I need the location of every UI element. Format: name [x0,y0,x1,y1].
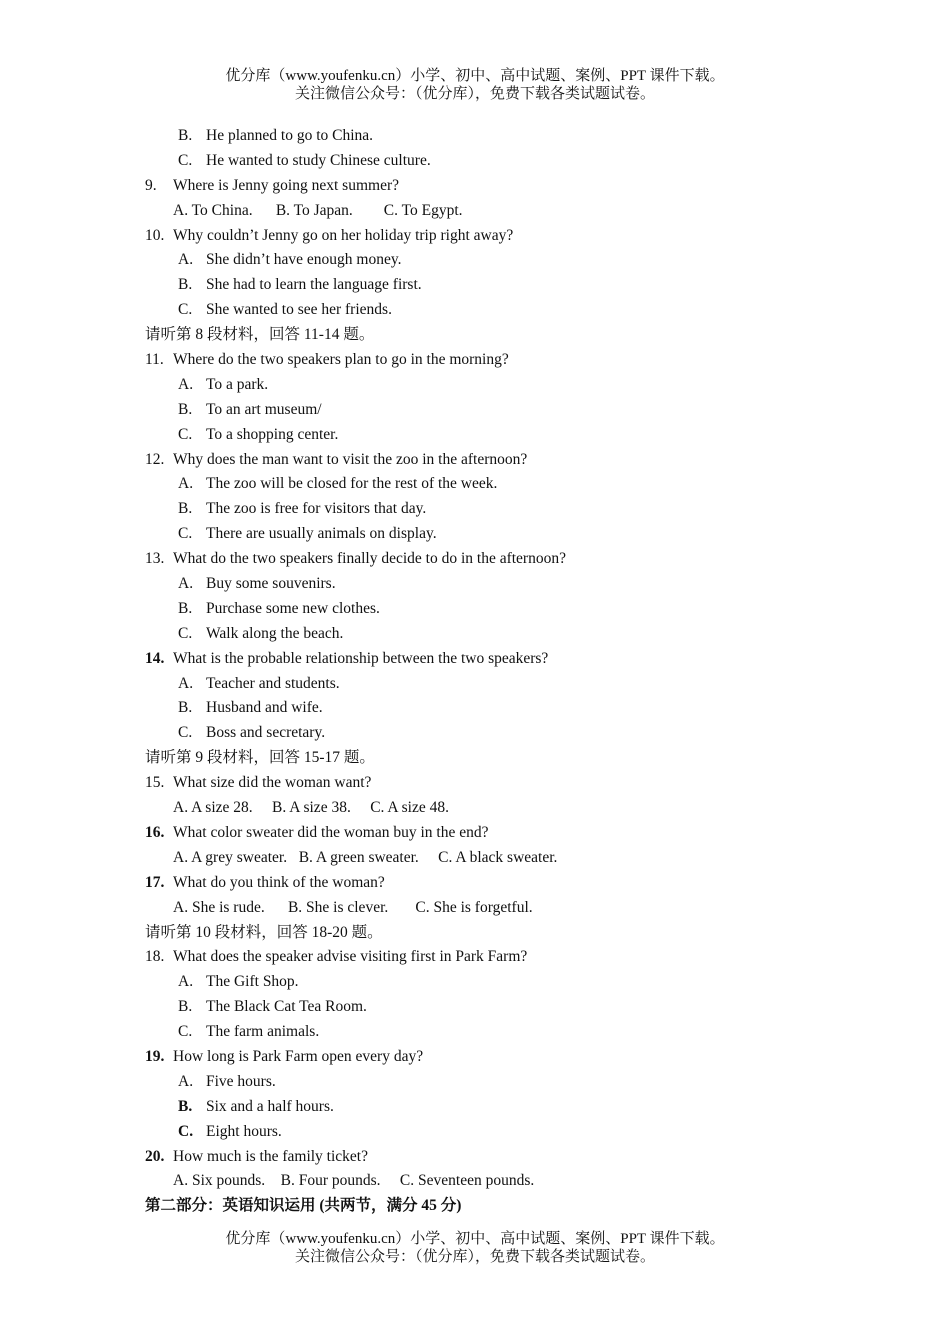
option-text: Boss and secretary. [206,724,326,742]
option-text: Walk along the beach. [206,624,344,642]
option-letter: A. [178,575,194,593]
option-text: Teacher and students. [206,674,340,692]
page-header [0,67,950,103]
question-number: 10. [145,226,165,244]
exam-content [145,124,865,1219]
question-number: 12. [145,450,165,468]
option-text: There are usually animals on display. [206,525,437,543]
option-letter: B. [178,699,193,717]
header-line-2: 关注微信公众号：（优分库），免费下载各类试题试卷。 [294,86,655,102]
option-letter: A. [178,375,194,393]
question-text: What do you think of the woman? [173,873,385,891]
answer-option [145,398,865,423]
option-letter: C. [178,525,193,543]
option-text: To a park. [206,375,269,393]
option-text: She wanted to see her friends. [206,301,392,319]
option-letter: B. [178,998,193,1016]
option-text: Husband and wife. [206,699,323,717]
question [145,1045,865,1070]
answer-option [145,149,865,174]
option-letter: A. [178,973,194,991]
footer-line-2: 关注微信公众号：（优分库），免费下载各类试题试卷。 [294,1249,655,1265]
option-text: Five hours. [206,1072,276,1090]
answer-options-inline: A. To China. B. To Japan. C. To Egypt. [173,201,463,219]
question-text: Where do the two speakers plan to go in the morning? [173,351,509,369]
option-letter: B. [178,500,193,518]
question-text: What color sweater did the woman buy in the end? [173,823,489,841]
question-text: How long is Park Farm open every day? [173,1047,424,1065]
answer-option [145,721,865,746]
question [145,174,865,199]
footer-line-1: 优分库（www.youfenku.cn）小学、初中、高中试题、案例、PPT 课件下载。 [225,1231,725,1247]
option-text: She had to learn the language first. [206,276,422,294]
answer-option [145,248,865,273]
option-letter: C. [178,724,193,742]
answer-option [145,273,865,298]
option-letter: C. [178,1122,194,1140]
option-text: He wanted to study Chinese culture. [206,151,431,169]
question [145,871,865,896]
answer-options-inline: A. Six pounds. B. Four pounds. C. Seventeen pounds. [173,1172,535,1190]
part-heading: 第二部分：英语知识运用 (共两节，满分 45 分) [145,1197,462,1215]
option-text: Buy some souvenirs. [206,575,336,593]
answer-option [145,423,865,448]
question [145,547,865,572]
answer-option [145,1120,865,1145]
answer-option [145,497,865,522]
question [145,945,865,970]
question [145,771,865,796]
option-letter: B. [178,1097,193,1115]
question-number: 14. [145,649,165,667]
question [145,821,865,846]
option-text: The farm animals. [206,1023,320,1041]
question-number: 19. [145,1047,165,1065]
option-text: He planned to go to China. [206,127,374,144]
option-text: The zoo will be closed for the rest of the week. [206,475,498,493]
option-letter: C. [178,1023,193,1041]
question-number: 16. [145,823,165,841]
option-letter: C. [178,301,193,319]
option-text: Purchase some new clothes. [206,599,380,617]
option-letter: B. [178,599,193,617]
option-text: The zoo is free for visitors that day. [206,500,427,518]
option-text: Eight hours. [206,1122,282,1140]
section-instruction: 请听第 9 段材料，回答 15-17 题。 [145,749,375,767]
question-number: 13. [145,550,165,568]
question-number: 17. [145,873,165,891]
question-text: Where is Jenny going next summer? [173,176,399,194]
answer-option [145,995,865,1020]
question [145,647,865,672]
answer-option [145,373,865,398]
question [145,348,865,373]
option-letter: C. [178,151,193,169]
answer-option [145,597,865,622]
question-text: Why does the man want to visit the zoo in the afternoon? [173,450,528,468]
option-text: The Gift Shop. [206,973,299,991]
question [145,1145,865,1170]
option-letter: C. [178,425,193,443]
answer-option [145,622,865,647]
question-text: What size did the woman want? [173,774,372,792]
question-text: How much is the family ticket? [173,1147,368,1165]
option-letter: B. [178,127,193,144]
answer-option [145,696,865,721]
answer-option [145,1070,865,1095]
option-text: The Black Cat Tea Room. [206,998,367,1016]
answer-option [145,522,865,547]
answer-option [145,672,865,697]
question-number: 20. [145,1147,165,1165]
answer-option [145,472,865,497]
question [145,448,865,473]
question [145,224,865,249]
answer-options-inline: A. A grey sweater. B. A green sweater. C. A black sweater. [173,848,558,866]
answer-option [145,124,865,149]
question-number: 9. [145,176,157,194]
section-instruction: 请听第 10 段材料，回答 18-20 题。 [145,923,383,941]
answer-option [145,970,865,995]
section-instruction: 请听第 8 段材料，回答 11-14 题。 [145,326,375,344]
option-text: To a shopping center. [206,425,339,443]
question-number: 11. [145,351,164,369]
question-number: 18. [145,948,165,966]
question-number: 15. [145,774,165,792]
page-footer [0,1230,950,1266]
option-letter: A. [178,251,194,269]
answer-option [145,298,865,323]
answer-options-inline: A. She is rude. B. She is clever. C. She is forgetful. [173,898,533,916]
option-text: She didn’t have enough money. [206,251,402,269]
option-letter: B. [178,400,193,418]
option-letter: A. [178,674,194,692]
question-text: What is the probable relationship between the two speakers? [173,649,549,667]
question-text: What does the speaker advise visiting first in Park Farm? [173,948,528,966]
answer-option [145,1095,865,1120]
option-text: To an art museum/ [206,400,322,418]
answer-option [145,1020,865,1045]
answer-options-inline: A. A size 28. B. A size 38. C. A size 48. [173,799,449,817]
header-line-1: 优分库（www.youfenku.cn）小学、初中、高中试题、案例、PPT 课件下载。 [225,68,725,84]
answer-option [145,572,865,597]
option-letter: C. [178,624,193,642]
question-text: What do the two speakers finally decide to do in the afternoon? [173,550,566,568]
option-letter: A. [178,475,194,493]
option-letter: B. [178,276,193,294]
question-text: Why couldn’t Jenny go on her holiday trip right away? [173,226,514,244]
option-letter: A. [178,1072,194,1090]
option-text: Six and a half hours. [206,1097,334,1115]
